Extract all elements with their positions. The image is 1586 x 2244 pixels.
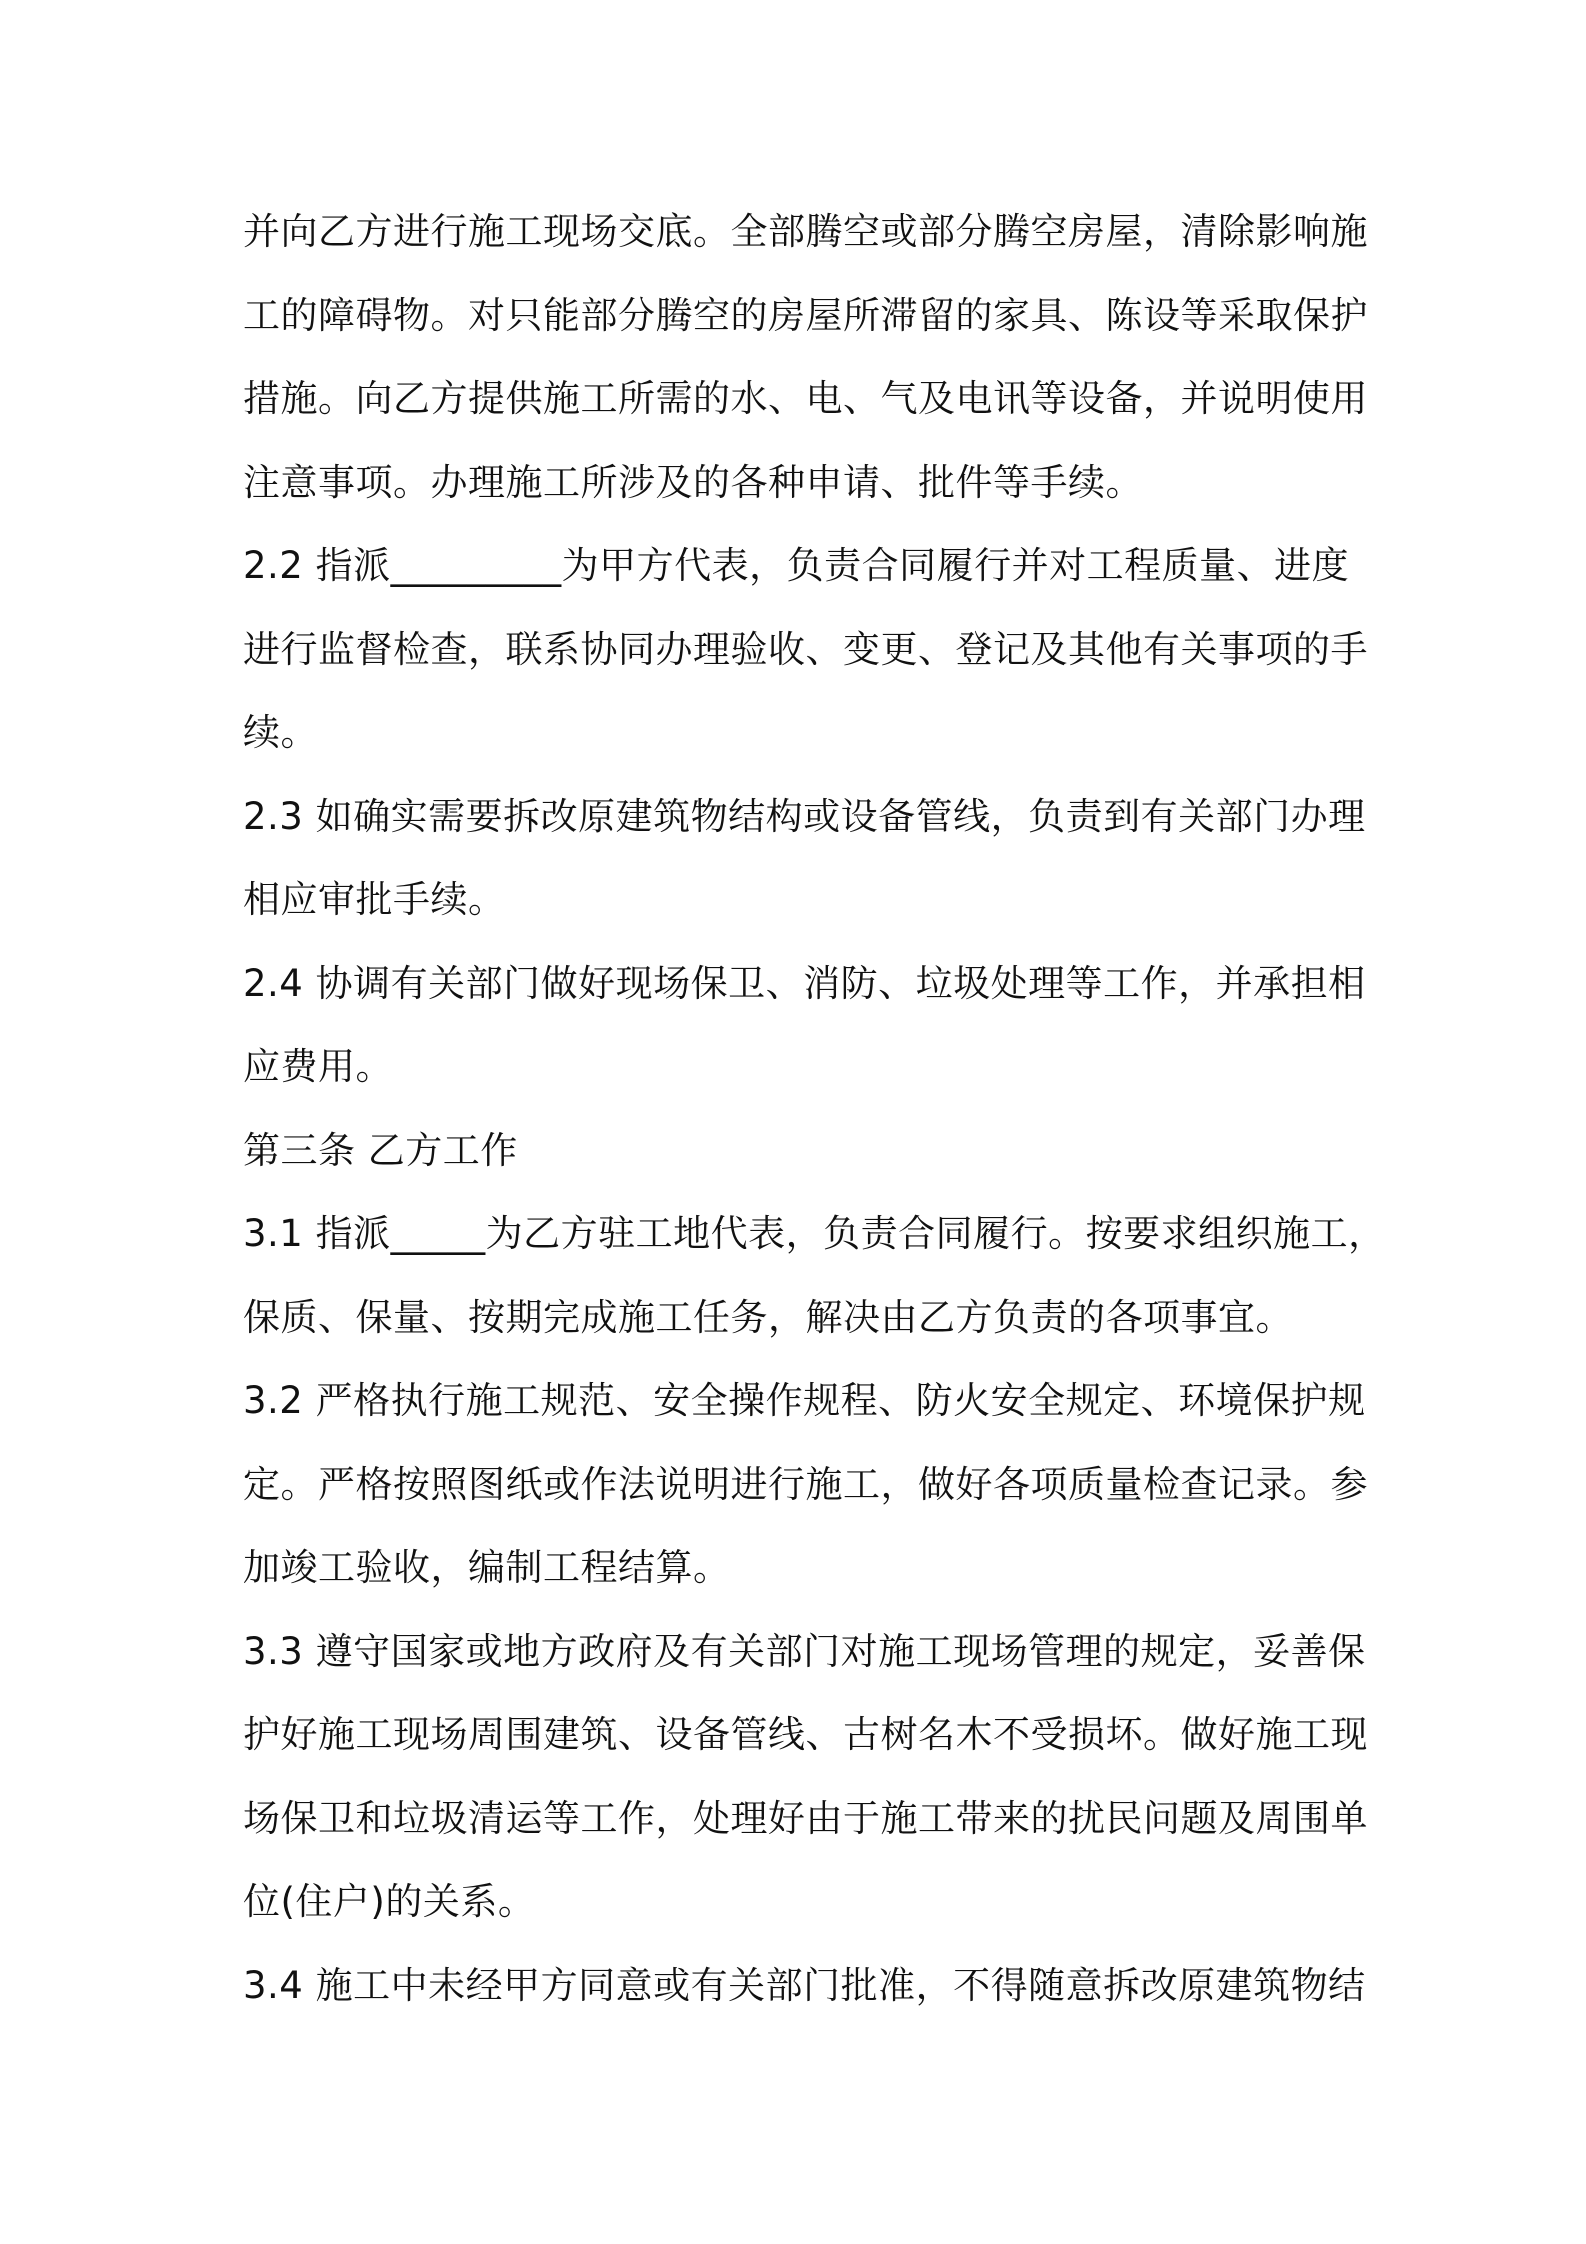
clause-2-2: 2.2 指派_________为甲方代表，负责合同履行并对工程质量、进度 bbox=[243, 544, 1350, 587]
text-line: 护好施工现场周围建筑、设备管线、古树名木不受损坏。做好施工现 bbox=[243, 1713, 1368, 1756]
text-line: 场保卫和垃圾清运等工作，处理好由于施工带来的扰民问题及周围单 bbox=[243, 1796, 1368, 1840]
text-line: 并向乙方进行施工现场交底。全部腾空或部分腾空房屋，清除影响施 bbox=[243, 210, 1368, 253]
clause-2-4: 2.4 协调有关部门做好现场保卫、消防、垃圾处理等工作，并承担相 bbox=[243, 961, 1366, 1005]
contract-body-text bbox=[243, 190, 1386, 2027]
section-heading-article-3: 第三条 乙方工作 bbox=[243, 1128, 518, 1172]
clause-3-3: 3.3 遵守国家或地方政府及有关部门对施工现场管理的规定，妥善保 bbox=[243, 1629, 1366, 1673]
text-line: 注意事项。办理施工所涉及的各种申请、批件等手续。 bbox=[243, 460, 1143, 504]
clause-3-1: 3.1 指派_____为乙方驻工地代表，负责合同履行。按要求组织施工， bbox=[243, 1212, 1386, 1255]
text-line: 应费用。 bbox=[243, 1045, 393, 1088]
text-line: 工的障碍物。对只能部分腾空的房屋所滞留的家具、陈设等采取保护 bbox=[243, 293, 1368, 337]
clause-3-2: 3.2 严格执行施工规范、安全操作规程、防火安全规定、环境保护规 bbox=[243, 1379, 1366, 1422]
clause-2-3: 2.3 如确实需要拆改原建筑物结构或设备管线，负责到有关部门办理 bbox=[243, 794, 1366, 838]
text-line: 位(住户)的关系。 bbox=[243, 1880, 536, 1923]
text-line: 定。严格按照图纸或作法说明进行施工，做好各项质量检查记录。参 bbox=[243, 1462, 1368, 1506]
text-line: 保质、保量、按期完成施工任务，解决由乙方负责的各项事宜。 bbox=[243, 1295, 1293, 1339]
text-line: 续。 bbox=[243, 711, 318, 754]
text-line: 措施。向乙方提供施工所需的水、电、气及电讯等设备，并说明使用 bbox=[243, 377, 1368, 420]
text-line: 相应审批手续。 bbox=[243, 878, 506, 921]
text-line: 加竣工验收，编制工程结算。 bbox=[243, 1546, 731, 1589]
text-line: 进行监督检查，联系协同办理验收、变更、登记及其他有关事项的手 bbox=[243, 627, 1368, 671]
clause-3-4: 3.4 施工中未经甲方同意或有关部门批准，不得随意拆改原建筑物结 bbox=[243, 1963, 1366, 2007]
